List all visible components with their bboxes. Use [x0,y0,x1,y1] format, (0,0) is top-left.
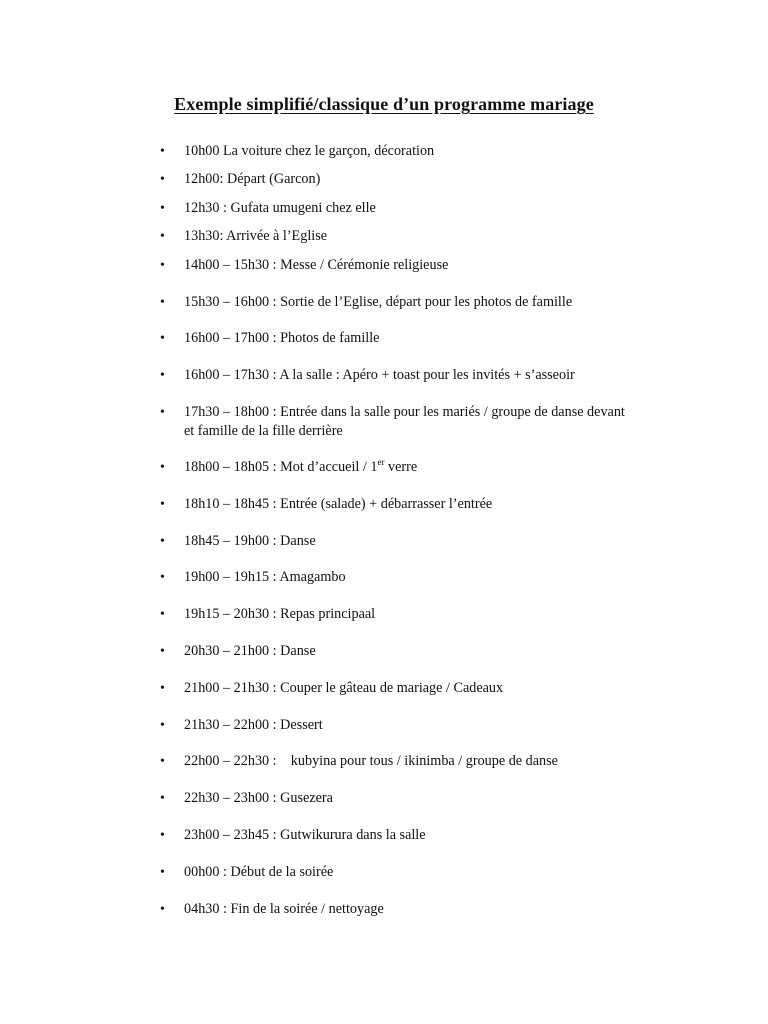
list-item-text-main: 18h00 – 18h05 : Mot d’accueil / 1 [184,459,378,475]
list-item-text-end: verre [384,459,418,475]
ordinal-superscript: er [377,457,385,467]
list-item-text: 19h15 – 20h30 : Repas principaal [184,606,376,622]
bullet-icon: • [160,368,165,383]
bullet-icon: • [160,405,165,420]
list-item-text: 12h00: Départ (Garcon) [184,171,321,187]
bullet-icon: • [160,902,165,917]
bullet-icon: • [160,828,165,843]
list-item-text: 19h00 – 19h15 : Amagambo [184,569,346,585]
bullet-icon: • [160,607,165,622]
list-item-text: 12h30 : Gufata umugeni chez elle [184,200,376,216]
list-item-text: 17h30 – 18h00 : Entrée dans la salle pour les mariés / groupe de danse devant [184,404,625,420]
list-item-text: 13h30: Arrivée à l’Eglise [184,228,328,244]
list-item-text: 18h10 – 18h45 : Entrée (salade) + débarrasser l’entrée [184,496,493,512]
bullet-icon: • [160,460,165,475]
list-item-text: 22h00 – 22h30 : kubyina pour tous / ikinimba / groupe de danse [184,753,558,769]
list-item-text: 16h00 – 17h30 : A la salle : Apéro + toast pour les invités + s’asseoir [184,367,575,383]
list-item-text: 21h30 – 22h00 : Dessert [184,717,323,733]
list-item-text: 00h00 : Début de la soirée [184,864,334,880]
list-item-text: 21h00 – 21h30 : Couper le gâteau de mariage / Cadeaux [184,680,504,696]
list-item-text [184,458,684,477]
bullet-icon: • [160,865,165,880]
bullet-icon: • [160,331,165,346]
list-item-text: 16h00 – 17h00 : Photos de famille [184,330,380,346]
bullet-icon: • [160,172,165,187]
list-item-text: 14h00 – 15h30 : Messe / Cérémonie religieuse [184,257,449,273]
bullet-icon: • [160,791,165,806]
bullet-icon: • [160,258,165,273]
bullet-icon: • [160,534,165,549]
document-title: Exemple simplifié/classique d’un programme mariage [174,94,594,114]
list-item-text: 22h30 – 23h00 : Gusezera [184,790,333,806]
list-item-text: 15h30 – 16h00 : Sortie de l’Eglise, départ pour les photos de famille [184,294,573,310]
bullet-icon: • [160,229,165,244]
list-item-text: 04h30 : Fin de la soirée / nettoyage [184,901,384,917]
list-item-text: 20h30 – 21h00 : Danse [184,643,316,659]
bullet-icon: • [160,754,165,769]
bullet-icon: • [160,718,165,733]
list-item-text: 10h00 La voiture chez le garçon, décoration [184,143,435,159]
bullet-icon: • [160,144,165,159]
list-item-text: 23h00 – 23h45 : Gutwikurura dans la salle [184,827,426,843]
list-item-text: 18h45 – 19h00 : Danse [184,533,316,549]
bullet-icon: • [160,570,165,585]
bullet-icon: • [160,295,165,310]
list-item-text: et famille de la fille derrière [184,423,343,439]
bullet-icon: • [160,497,165,512]
bullet-icon: • [160,681,165,696]
bullet-icon: • [160,644,165,659]
bullet-icon: • [160,201,165,216]
